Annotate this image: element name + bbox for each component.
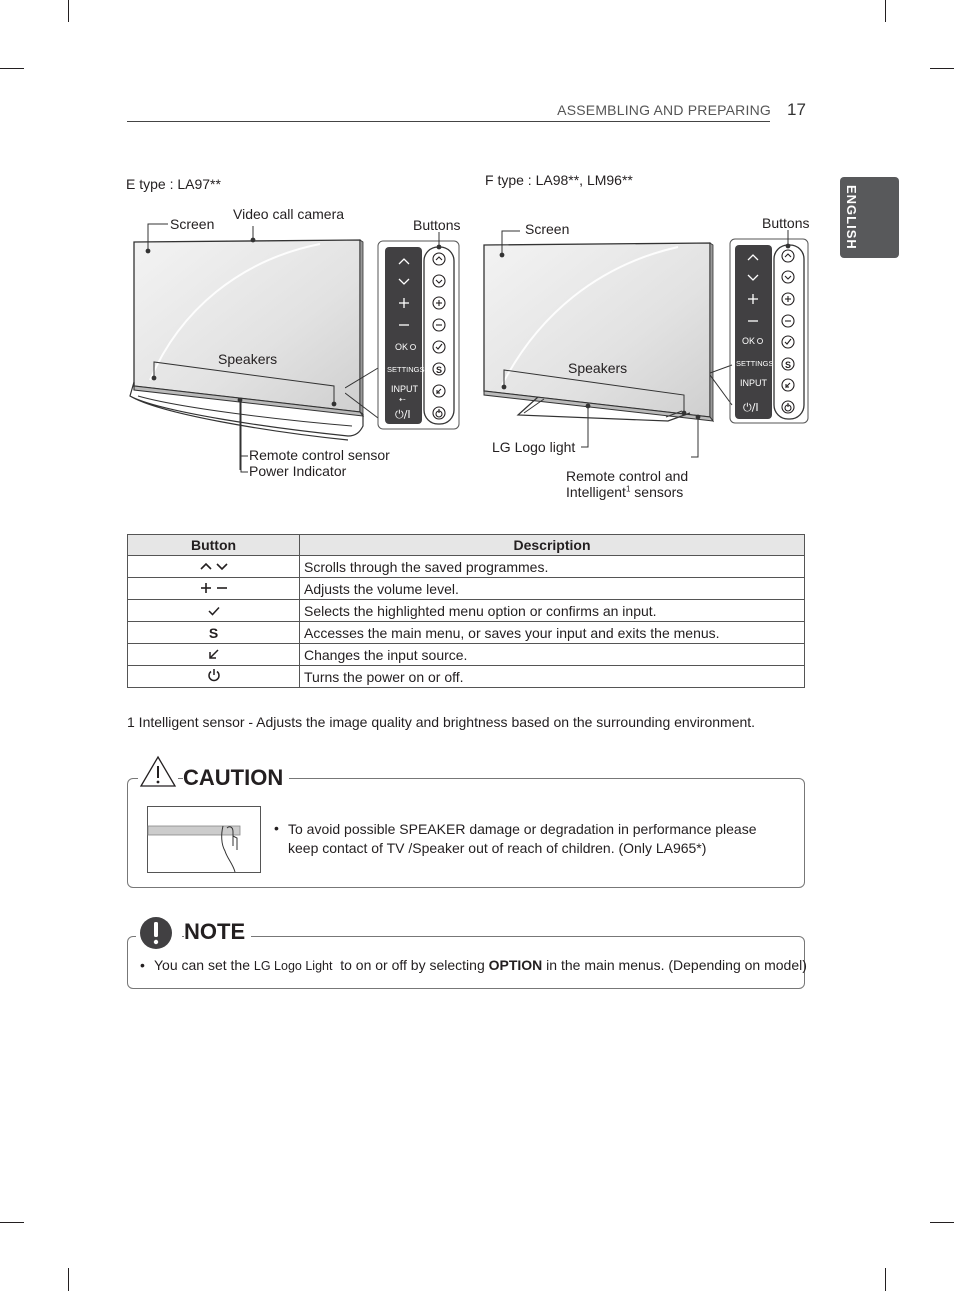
- crop-mark: [0, 1222, 24, 1223]
- table-row: [128, 622, 805, 644]
- speaker-touch-illustration: [147, 806, 261, 873]
- svg-text:⏻/I: ⏻/I: [395, 408, 411, 421]
- crop-mark: [930, 68, 954, 69]
- figure-e-button-panel: [345, 228, 465, 433]
- note-text: You can set the LG Logo Light to on or off by selecting OPTION in the main menus. (Depending on model): [154, 957, 807, 973]
- f-label-logo-light: LG Logo light: [492, 439, 576, 455]
- crop-mark: [68, 0, 69, 22]
- f-label-remote-line2: Intelligent$^1$ sensors: [566, 484, 684, 500]
- f-label-screen: Screen: [525, 221, 570, 237]
- svg-text:⇠: ⇠: [399, 395, 406, 404]
- figure-f-tv-illustration: [478, 225, 738, 460]
- figure-f-title: F type : LA98**, LM96**: [485, 172, 633, 188]
- table-row: [128, 556, 805, 578]
- language-tab: [840, 177, 899, 258]
- e-label-screen: Screen: [170, 216, 215, 232]
- plus-minus-icons: [128, 578, 300, 600]
- header-divider: [127, 121, 770, 122]
- row-description: Selects the highlighted menu option or confirms an input.: [300, 600, 805, 622]
- f-label-remote-line1: Remote control and: [566, 468, 689, 484]
- chevron-up-down-icons: [128, 556, 300, 578]
- table-header-row: [128, 535, 805, 556]
- crop-mark: [885, 1268, 886, 1291]
- row-description: Accesses the main menu, or saves your input and exits the menus.: [300, 622, 805, 644]
- svg-text:⏻/I: ⏻/I: [743, 401, 759, 414]
- e-panel-input: INPUT: [391, 384, 418, 394]
- row-description: Scrolls through the saved programmes.: [300, 556, 805, 578]
- svg-text:S: S: [785, 360, 792, 370]
- row-description: Adjusts the volume level.: [300, 578, 805, 600]
- table-row: [128, 644, 805, 666]
- row-description: Turns the power on or off.: [300, 666, 805, 688]
- settings-s-symbol: S: [128, 622, 300, 644]
- caution-text: To avoid possible SPEAKER damage or degradation in performance please keep contact of TV /Speaker out of reach of children. (Only LA965*): [288, 821, 757, 856]
- footnote: 1 Intelligent sensor - Adjusts the image quality and brightness based on the surrounding environment.: [127, 714, 756, 730]
- f-label-speakers: Speakers: [568, 360, 628, 376]
- note-title: NOTE: [184, 919, 251, 945]
- caution-title: CAUTION: [183, 765, 289, 791]
- f-label-buttons: Buttons: [762, 215, 810, 231]
- e-label-buttons: Buttons: [413, 217, 461, 233]
- f-panel-input: INPUT: [740, 378, 767, 388]
- warning-triangle-icon: [138, 754, 178, 790]
- svg-text:S: S: [436, 365, 443, 375]
- e-label-camera: Video call camera: [233, 206, 345, 222]
- figure-e-title: E type : LA97**: [126, 176, 221, 192]
- header-button: Button: [128, 535, 300, 556]
- e-label-remote-sensor: Remote control sensor: [249, 447, 390, 463]
- row-description: Changes the input source.: [300, 644, 805, 666]
- f-panel-ok: OK: [742, 336, 756, 346]
- figure-f-button-panel: [710, 225, 812, 427]
- power-icon: [128, 666, 300, 688]
- page-number: 17: [787, 100, 806, 119]
- crop-mark: [68, 1268, 69, 1291]
- button-description-table: [127, 534, 805, 688]
- section-title: ASSEMBLING AND PREPARING: [557, 102, 771, 118]
- table-row: [128, 666, 805, 688]
- e-panel-ok: OK: [395, 342, 409, 352]
- e-panel-settings: SETTINGS: [387, 365, 425, 374]
- e-label-speakers: Speakers: [218, 351, 278, 367]
- input-arrow-icon: [128, 644, 300, 666]
- crop-mark: [930, 1222, 954, 1223]
- table-row: [128, 600, 805, 622]
- caution-bullet: •: [274, 820, 279, 836]
- crop-mark: [0, 68, 24, 69]
- header-description: Description: [300, 535, 805, 556]
- table-row: [128, 578, 805, 600]
- e-label-power-indicator: Power Indicator: [249, 463, 347, 479]
- note-exclamation-icon: [136, 913, 182, 953]
- f-panel-settings: SETTINGS: [736, 359, 774, 368]
- check-icon: [128, 600, 300, 622]
- crop-mark: [885, 0, 886, 22]
- language-tab-label: ENGLISH: [844, 185, 859, 250]
- note-bullet: •: [140, 957, 145, 973]
